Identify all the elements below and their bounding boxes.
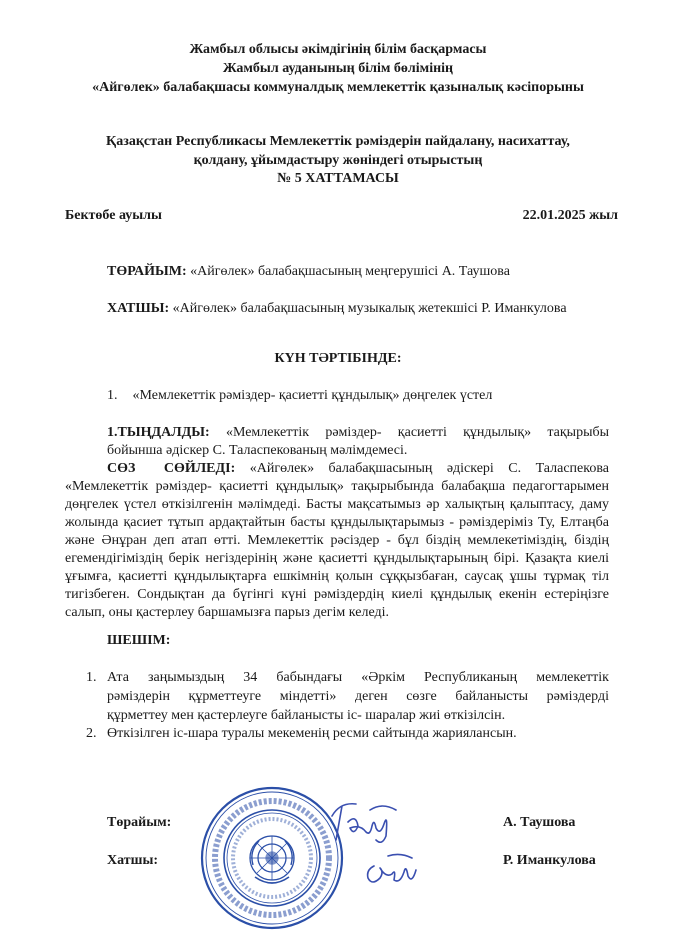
agenda-item-text: «Мемлекеттік рәміздер- қасиетті құндылық» дөңгелек үстел — [132, 388, 493, 403]
secretary-signature — [360, 850, 420, 890]
agenda-item — [107, 386, 492, 405]
header-line-3: «Айгөлек» балабақшасы коммуналдық мемлекеттік қазыналық кәсіпорыны — [92, 80, 584, 95]
heard-line-1 — [107, 423, 609, 442]
heard-text-1: «Мемлекеттік рәміздер- қасиетті құндылық» тақырыбы — [225, 425, 609, 440]
decision-item-1-line-1: Ата заңымыздың 34 бабындағы «Әркім Республиканың мемлекеттік — [107, 670, 609, 685]
speech-line-2: «Мемлекеттік рәміздер- қасиетті құндылық» тақырыбында балабақша педагогтарымен — [65, 479, 609, 494]
speech-line-1 — [107, 459, 609, 478]
header-line-2: Жамбыл ауданының білім бөлімінің — [222, 61, 454, 76]
agenda-heading: КҮН ТӘРТІБІНДЕ: — [274, 351, 402, 366]
chair-sign-label: Төрайым: — [107, 815, 172, 830]
emblem-icon — [250, 836, 294, 883]
secretary-text: «Айгөлек» балабақшасының музыкалық жетекшісі Р. Иманкулова — [172, 301, 567, 316]
decision-item-1-line-3: құрметтеу мен қастерлеуге байланысты іс- шаралар жиі өткізілсін. — [107, 708, 506, 723]
decision-heading: ШЕШІМ: — [107, 633, 171, 648]
heard-line-2: бойынша әдіскер С. Таласпекованың мәлімдемесі. — [107, 443, 408, 458]
speech-line-5: және Әнұран деп атап өтті. Мемлекеттік рәсіздер - бұл біздің мемлекетіміздің, біздің — [65, 533, 609, 548]
decision-item-1-line-2: рәміздерін құрметтеуге міндетті» деген сөзге байланысты рәміздерді — [107, 689, 609, 704]
speech-line-8: тигізбеген. Сондықтан да бүгінгі күні рәміздердің киелі құндылық екенін естеріңізге — [65, 587, 609, 602]
chair-line — [107, 262, 510, 281]
header-line-1: Жамбыл облысы әкімдігінің білім басқармасы — [189, 42, 487, 57]
chair-signature — [326, 796, 406, 848]
place: Бектөбе ауылы — [65, 208, 162, 223]
speech-line-6: егемендігіміздің берік негіздерінің және қасиетті құндылықтарының бірі. Қазақта киелі — [65, 551, 609, 566]
decision-item-2-number: 2. — [86, 726, 97, 741]
speech-label: СӨЗ СӨЙЛЕДІ: — [107, 461, 236, 476]
speech-text-1: «Айгөлек» балабақшасының әдіскері С. Таласпекова — [249, 461, 609, 476]
chair-label: ТӨРАЙЫМ: — [107, 264, 187, 279]
title-line-1: Қазақстан Республикасы Мемлекеттік рәміздерін пайдалану, насихаттау, — [106, 134, 570, 149]
date: 22.01.2025 жыл — [522, 208, 618, 223]
secretary-label: ХАТШЫ: — [107, 301, 170, 316]
speech-line-3: дөңгелек үстел өткізілгенін мәлімдеді. Басты мақсатымыз әр халықтың қалыптасу, даму — [65, 497, 609, 512]
secretary-sign-name: Р. Иманкулова — [503, 853, 596, 868]
secretary-line — [107, 299, 567, 318]
official-stamp — [199, 785, 345, 931]
secretary-sign-label: Хатшы: — [107, 853, 159, 868]
decision-item-1-number: 1. — [86, 670, 97, 685]
chair-sign-name: А. Таушова — [503, 815, 576, 830]
title-line-2: қолдану, ұйымдастыру жөніндегі отырыстың — [193, 153, 483, 168]
speech-line-4: жолында қасиет тұтып ардақтайтын басты құндылықтарымыз - рәміздеріміз Ту, Елтаңба — [65, 515, 609, 530]
heard-label: 1.ТЫҢДАЛДЫ: — [107, 425, 210, 440]
speech-line-7: ұғымға, қасиетті құндылықтарға ешкімнің қолын сұққызбаған, саусақ ұшы тұрмақ тіл — [65, 569, 609, 584]
decision-item-2-line-1: Өткізілген іс-шара туралы мекеменің ресми сайтында жариялансын. — [107, 726, 517, 741]
chair-text: «Айгөлек» балабақшасының меңгерушісі А. Таушова — [190, 264, 510, 279]
agenda-item-number: 1. — [107, 388, 118, 403]
title-line-3: № 5 ХАТТАМАСЫ — [277, 171, 399, 186]
speech-line-9: салып, оны қастерлеу баршамызға парыз дегім келеді. — [65, 605, 389, 620]
